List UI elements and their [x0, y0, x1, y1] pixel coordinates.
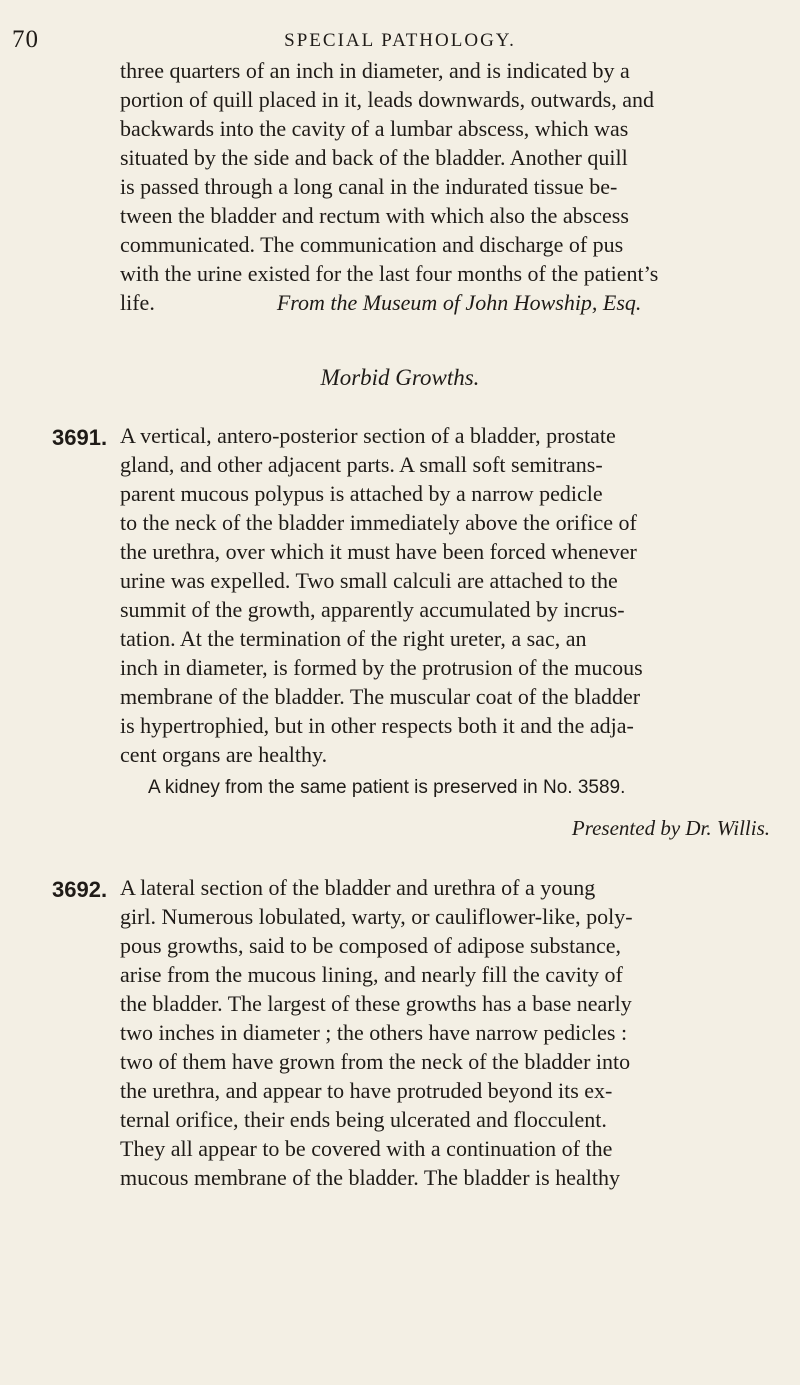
- text-line: A vertical, antero-posterior section of a bladder, prostate: [120, 423, 616, 448]
- text-line: gland, and other adjacent parts. A small soft semitrans-: [120, 452, 603, 477]
- section-heading: Morbid Growths.: [320, 365, 480, 390]
- entry-3691-text: [120, 421, 772, 769]
- text-line: inch in diameter, is formed by the protrusion of the mucous: [120, 655, 643, 680]
- text-line: urine was expelled. Two small calculi are attached to the: [120, 568, 618, 593]
- page-header: [0, 26, 800, 56]
- page-number: 70: [12, 26, 39, 53]
- text-line: A lateral section of the bladder and urethra of a young: [120, 875, 596, 900]
- intro-paragraph: [120, 56, 772, 317]
- entry-number-3691: 3691.: [52, 425, 108, 450]
- text-line: [120, 288, 772, 317]
- text-line: situated by the side and back of the bladder. Another quill: [120, 145, 628, 170]
- text-line: the bladder. The largest of these growths has a base nearly: [120, 991, 632, 1016]
- cross-reference-note: A kidney from the same patient is preserved in No. 3589.: [148, 777, 626, 798]
- text-line: backwards into the cavity of a lumbar abscess, which was: [120, 116, 629, 141]
- text-line: with the urine existed for the last four months of the patient’s: [120, 261, 659, 286]
- text-line: arise from the mucous lining, and nearly fill the cavity of: [120, 962, 623, 987]
- text-line: is hypertrophied, but in other respects both it and the adja-: [120, 713, 634, 738]
- text-line: tation. At the termination of the right ureter, a sac, an: [120, 626, 587, 651]
- running-title: SPECIAL PATHOLOGY.: [284, 30, 516, 51]
- text-line: cent organs are healthy.: [120, 742, 328, 767]
- text-line: tween the bladder and rectum with which also the abscess: [120, 203, 629, 228]
- text-line: the urethra, over which it must have been forced whenever: [120, 539, 637, 564]
- entry-number-3692: 3692.: [52, 877, 108, 902]
- text-line: two inches in diameter ; the others have narrow pedicles :: [120, 1020, 628, 1045]
- text-line: summit of the growth, apparently accumulated by incrus-: [120, 597, 625, 622]
- text-line: the urethra, and appear to have protruded beyond its ex-: [120, 1078, 613, 1103]
- text-line-start: life.: [120, 290, 155, 315]
- text-line: portion of quill placed in it, leads downwards, outwards, and: [120, 87, 655, 112]
- intro-credit: From the Museum of John Howship, Esq.: [276, 290, 642, 315]
- entry-3692-text: [120, 873, 772, 1192]
- text-line: ternal orifice, their ends being ulcerated and flocculent.: [120, 1107, 607, 1132]
- entry-3691-credit: Presented by Dr. Willis.: [571, 816, 770, 840]
- text-line: communicated. The communication and discharge of pus: [120, 232, 624, 257]
- text-line: mucous membrane of the bladder. The bladder is healthy: [120, 1165, 620, 1190]
- text-line: girl. Numerous lobulated, warty, or cauliflower-like, poly-: [120, 904, 633, 929]
- text-line: They all appear to be covered with a continuation of the: [120, 1136, 613, 1161]
- text-line: membrane of the bladder. The muscular coat of the bladder: [120, 684, 641, 709]
- text-line: parent mucous polypus is attached by a narrow pedicle: [120, 481, 603, 506]
- text-line: two of them have grown from the neck of the bladder into: [120, 1049, 631, 1074]
- text-line: three quarters of an inch in diameter, and is indicated by a: [120, 58, 630, 83]
- text-line: is passed through a long canal in the indurated tissue be-: [120, 174, 618, 199]
- text-line: to the neck of the bladder immediately above the orifice of: [120, 510, 637, 535]
- text-line: pous growths, said to be composed of adipose substance,: [120, 933, 622, 958]
